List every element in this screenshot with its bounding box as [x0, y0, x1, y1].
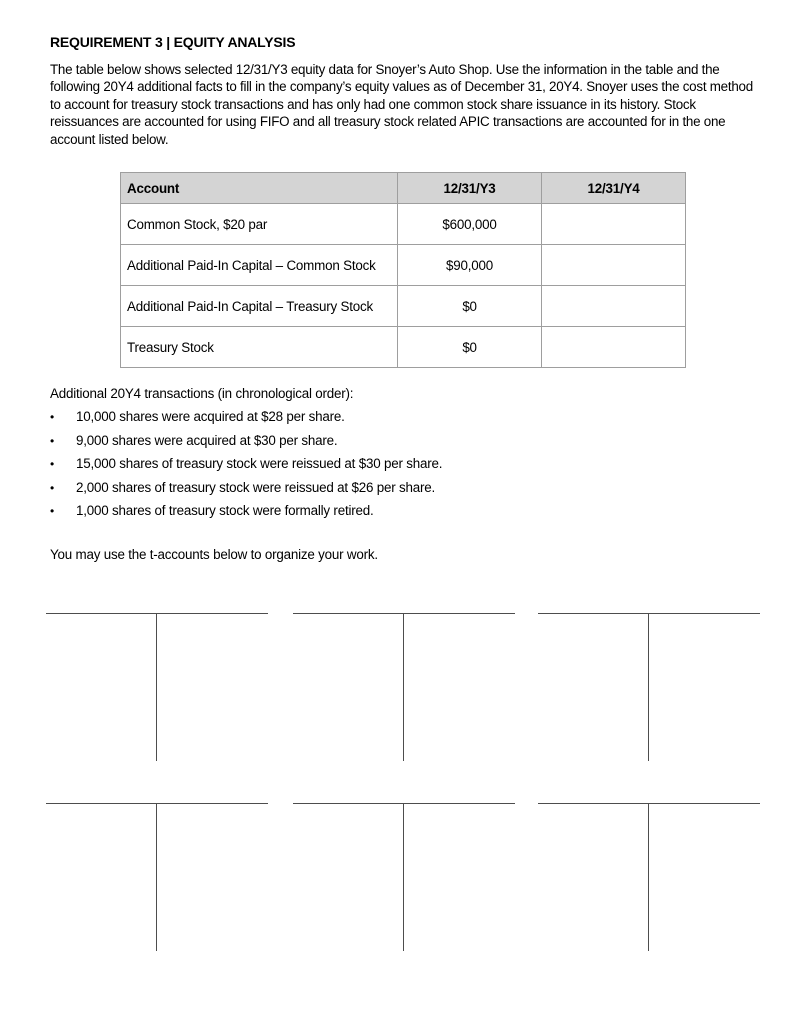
bullet-icon: • — [50, 410, 55, 424]
header-y4: 12/31/Y4 — [542, 173, 686, 204]
list-item — [50, 408, 442, 432]
bullet-icon: • — [50, 480, 55, 495]
t-account-stem — [648, 803, 649, 951]
account-name: Additional Paid-In Capital – Common Stock — [121, 245, 398, 286]
t-account-stem — [403, 803, 404, 951]
t-account[interactable] — [538, 803, 760, 953]
list-item — [50, 502, 442, 526]
t-account[interactable] — [46, 803, 268, 953]
table-header-row — [121, 173, 686, 204]
bullet-icon: • — [50, 457, 55, 471]
y4-answer-cell[interactable] — [542, 204, 686, 245]
transaction-text: 9,000 shares were acquired at $30 per share. — [76, 432, 338, 448]
t-account-stem — [403, 613, 404, 761]
header-account: Account — [121, 173, 398, 204]
t-account-top-line — [538, 803, 760, 804]
transaction-text: 15,000 shares of treasury stock were reissued at $30 per share. — [76, 456, 443, 471]
t-account-stem — [156, 803, 157, 951]
t-account-stem — [156, 613, 157, 761]
equity-table — [120, 172, 686, 368]
transactions-list — [50, 408, 442, 526]
list-item — [50, 455, 442, 479]
account-name: Treasury Stock — [121, 327, 398, 368]
t-account-top-line — [46, 803, 268, 804]
y3-value: $0 — [398, 327, 542, 368]
table-row — [121, 327, 686, 368]
table-row — [121, 245, 686, 286]
transaction-text: 1,000 shares of treasury stock were formally retired. — [76, 503, 374, 518]
t-account-top-line — [293, 613, 515, 614]
transaction-text: 2,000 shares of treasury stock were reissued at $26 per share. — [76, 479, 436, 495]
t-account-top-line — [293, 803, 515, 804]
transactions-title: Additional 20Y4 transactions (in chronological order): — [50, 386, 354, 401]
t-account[interactable] — [538, 613, 760, 763]
y3-value: $90,000 — [398, 245, 542, 286]
t-account-top-line — [538, 613, 760, 614]
list-item — [50, 432, 442, 456]
t-account-stem — [648, 613, 649, 761]
list-item — [50, 479, 442, 503]
account-name: Additional Paid-In Capital – Treasury Stock — [121, 286, 398, 327]
y4-answer-cell[interactable] — [542, 327, 686, 368]
t-account[interactable] — [293, 803, 515, 953]
table-row — [121, 286, 686, 327]
account-name: Common Stock, $20 par — [121, 204, 398, 245]
t-account-top-line — [46, 613, 268, 614]
bullet-icon: • — [50, 433, 55, 448]
t-account[interactable] — [46, 613, 268, 763]
bullet-icon: • — [50, 504, 55, 518]
y3-value: $600,000 — [398, 204, 542, 245]
header-y3: 12/31/Y3 — [398, 173, 542, 204]
intro-paragraph: The table below shows selected 12/31/Y3 equity data for Snoyer’s Auto Shop. Use the information in the table and the following 20Y4 additional facts to fill in the company’s equity values as of December 31, 20Y4. Snoyer uses the cost method to account for treasury stock transactions and has only had one common stock share issuance in its history. Stock reissuances are accounted for using FIFO and all treasury stock related APIC transactions are accounted for in the one account listed below. — [50, 62, 753, 147]
transaction-text: 10,000 shares were acquired at $28 per share. — [76, 409, 345, 424]
section-heading: REQUIREMENT 3 | EQUITY ANALYSIS — [50, 34, 296, 50]
t-account-note: You may use the t-accounts below to organize your work. — [50, 547, 378, 562]
y4-answer-cell[interactable] — [542, 286, 686, 327]
table-row — [121, 204, 686, 245]
t-account[interactable] — [293, 613, 515, 763]
y4-answer-cell[interactable] — [542, 245, 686, 286]
y3-value: $0 — [398, 286, 542, 327]
